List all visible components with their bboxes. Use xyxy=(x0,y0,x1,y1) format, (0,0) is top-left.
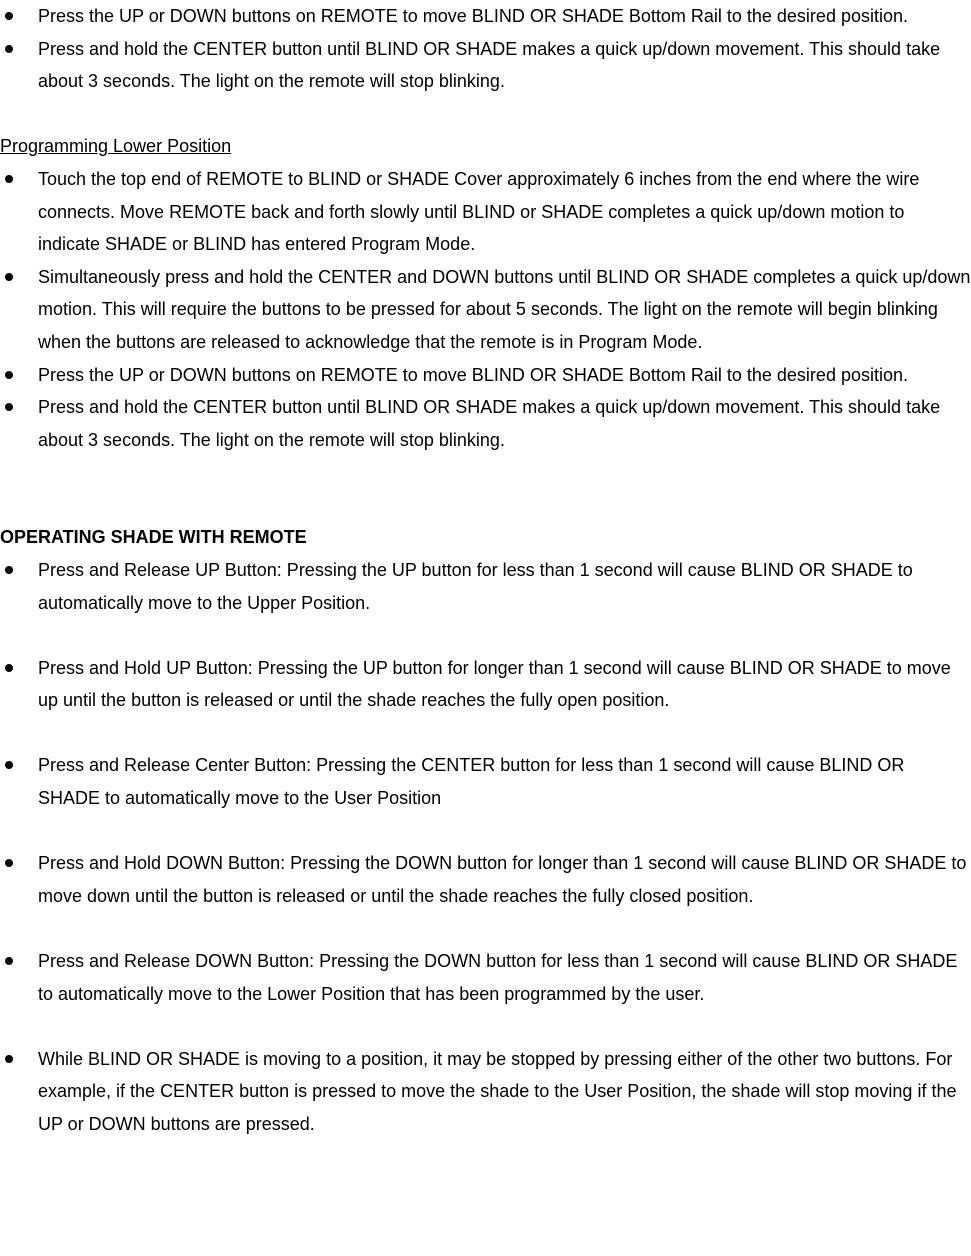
section-heading-lower-position: Programming Lower Position xyxy=(0,136,232,157)
section-heading-operating: OPERATING SHADE WITH REMOTE xyxy=(0,527,307,548)
list-item: Simultaneously press and hold the CENTER and DOWN buttons until BLIND OR SHADE completes a quick up/down motion. This will require the buttons to be pressed for about 5 seconds. The light on the remote will begin blinking when the buttons are released to acknowledge that the remote is in Program Mode. xyxy=(0,261,971,359)
list-item: While BLIND OR SHADE is moving to a position, it may be stopped by pressing either of the other two buttons. For example, if the CENTER button is pressed to move the shade to the User Position, the shade will stop moving if the UP or DOWN buttons are pressed. xyxy=(0,1043,971,1141)
lower-steps-list xyxy=(0,163,971,456)
operating-steps-list xyxy=(0,554,971,1141)
list-item: Press and Hold UP Button: Pressing the UP button for longer than 1 second will cause BLIND OR SHADE to move up until the button is released or until the shade reaches the fully open position. xyxy=(0,652,971,717)
list-item: Press the UP or DOWN buttons on REMOTE to move BLIND OR SHADE Bottom Rail to the desired position. xyxy=(0,359,971,392)
spacer xyxy=(0,98,971,131)
list-item: Press and Release UP Button: Pressing the UP button for less than 1 second will cause BLIND OR SHADE to automatically move to the Upper Position. xyxy=(0,554,971,619)
list-item: Press the UP or DOWN buttons on REMOTE to move BLIND OR SHADE Bottom Rail to the desired position. xyxy=(0,0,971,33)
upper-steps-list xyxy=(0,0,971,98)
list-item: Touch the top end of REMOTE to BLIND or SHADE Cover approximately 6 inches from the end where the wire connects. Move REMOTE back and forth slowly until BLIND or SHADE completes a quick up/down motion to indicate SHADE or BLIND has entered Program Mode. xyxy=(0,163,971,261)
spacer xyxy=(0,456,971,521)
list-item: Press and Hold DOWN Button: Pressing the DOWN button for longer than 1 second will cause BLIND OR SHADE to move down until the button is released or until the shade reaches the fully closed position. xyxy=(0,847,971,912)
list-item: Press and hold the CENTER button until BLIND OR SHADE makes a quick up/down movement. This should take about 3 seconds. The light on the remote will stop blinking. xyxy=(0,391,971,456)
list-item: Press and Release Center Button: Pressing the CENTER button for less than 1 second will cause BLIND OR SHADE to automatically move to the User Position xyxy=(0,749,971,814)
list-item: Press and hold the CENTER button until BLIND OR SHADE makes a quick up/down movement. This should take about 3 seconds. The light on the remote will stop blinking. xyxy=(0,33,971,98)
list-item: Press and Release DOWN Button: Pressing the DOWN button for less than 1 second will cause BLIND OR SHADE to automatically move to the Lower Position that has been programmed by the user. xyxy=(0,945,971,1010)
